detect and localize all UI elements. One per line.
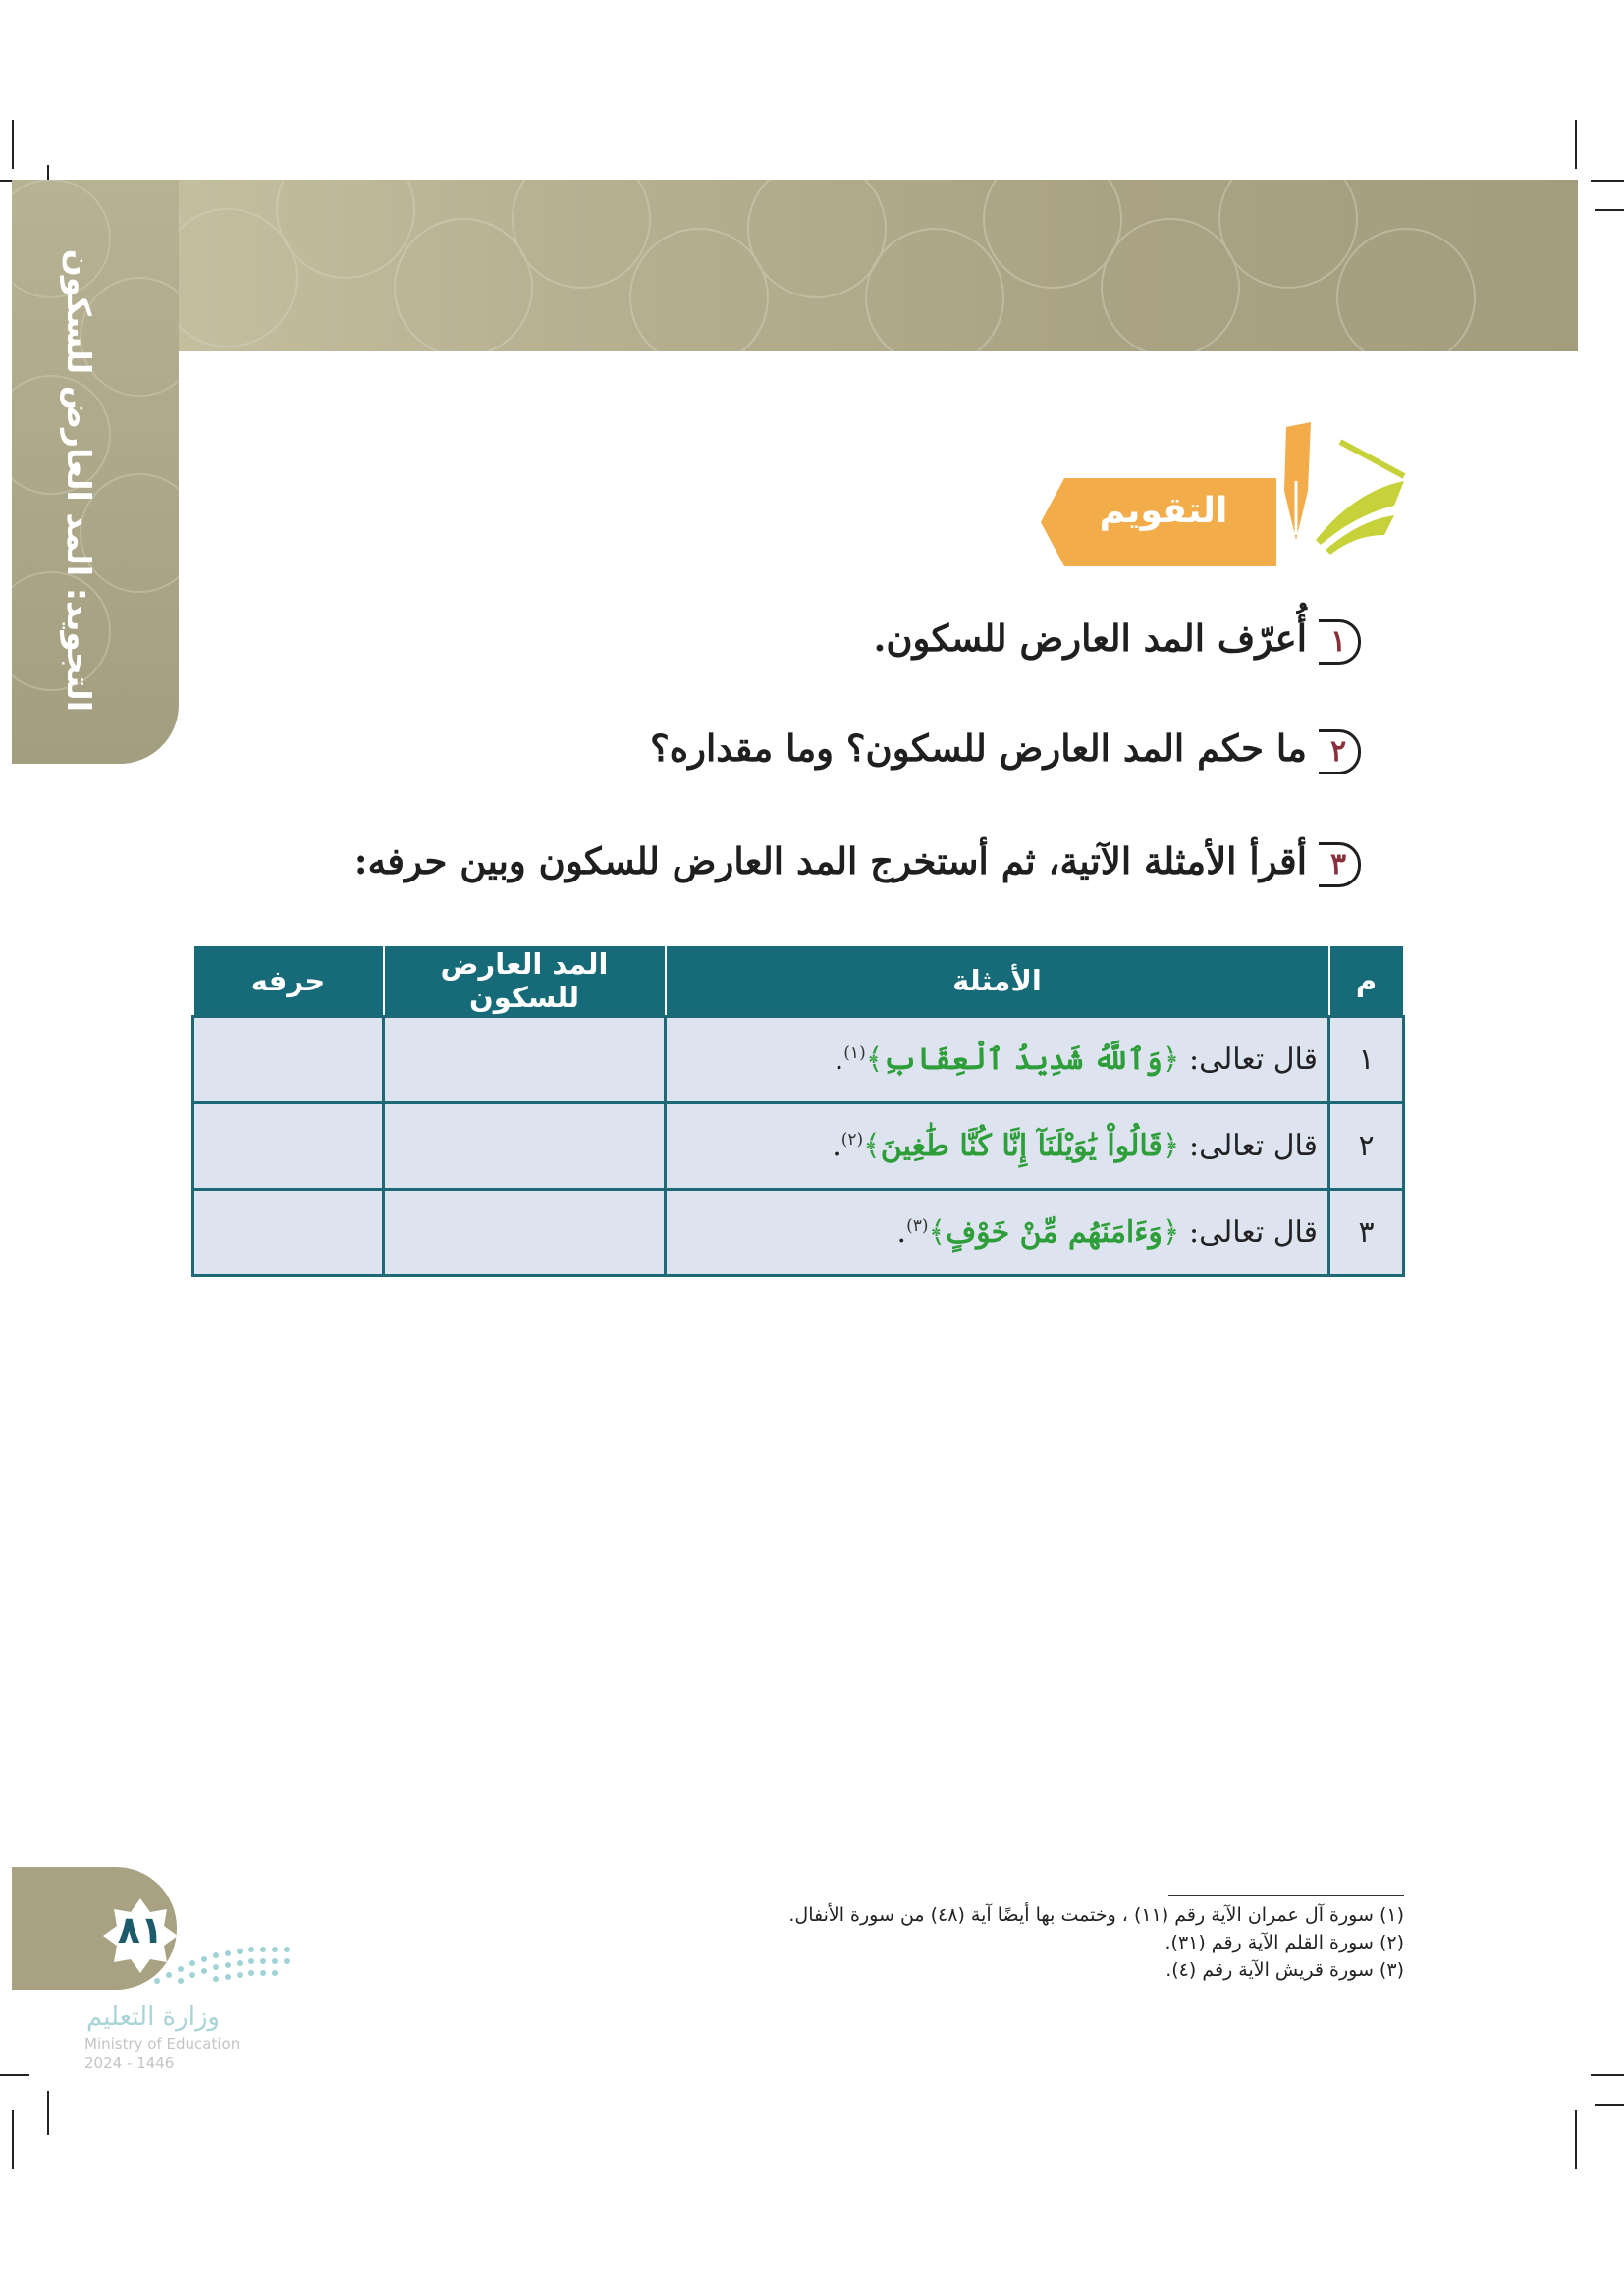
row-example: قال تعالى: ﴿قَالُواْ يَٰوَيْلَنَآ إِنَّا كُنَّا طَٰغِينَ﴾$^{(٢)}$. <box>666 1103 1329 1190</box>
question-text: ما حكم المد العارض للسكون؟ وما مقداره؟ <box>650 726 1307 770</box>
ayah-prefix: قال تعالى: <box>1188 1215 1318 1250</box>
header-examples: الأمثلة <box>666 945 1329 1017</box>
row-letter-answer[interactable] <box>193 1103 384 1190</box>
ornament-close-icon: ﴾ <box>863 1129 881 1163</box>
footnote-2: (٢) سورة القلم الآية رقم (٣١). <box>1164 1932 1404 1953</box>
row-num: ١ <box>1329 1017 1404 1103</box>
crop-mark <box>47 2091 49 2135</box>
row-letter-answer[interactable] <box>193 1017 384 1103</box>
table-header-row <box>193 945 1404 1017</box>
crop-mark <box>1591 2074 1624 2076</box>
question-number: ١ <box>1319 619 1361 665</box>
banner-pattern <box>12 180 1578 351</box>
crop-mark <box>12 2110 14 2169</box>
question-number: ٢ <box>1319 729 1361 774</box>
ministry-name-english: Ministry of Education <box>84 2035 241 2053</box>
ayah-text: وَٱللَّهُ شَدِيدُ ٱلْعِقَابِ <box>883 1042 1163 1077</box>
page-number: ٨١ <box>117 1908 164 1951</box>
ornament-close-icon: ﴾ <box>865 1042 884 1077</box>
table-row <box>193 1103 1404 1190</box>
crop-mark <box>1591 180 1624 182</box>
side-title <box>29 248 98 712</box>
question-3 <box>354 839 1361 887</box>
row-example: قال تعالى: ﴿وَٱللَّهُ شَدِيدُ ٱلْعِقَابِ﴾$^{(١)}$. <box>666 1017 1329 1103</box>
crop-mark <box>1595 209 1624 211</box>
header-banner <box>12 180 1578 351</box>
header-madd: المد العارض للسكون <box>384 945 666 1017</box>
row-madd-answer[interactable] <box>384 1190 666 1276</box>
footnote-1: (١) سورة آل عمران الآية رقم (١١) ، وختمت بها أيضًا آية (٤٨) من سورة الأنفال. <box>788 1904 1404 1926</box>
crop-mark <box>1595 2104 1624 2106</box>
ayah-text: قَالُواْ يَٰوَيْلَنَآ إِنَّا كُنَّا طَٰغِينَ <box>880 1129 1163 1163</box>
question-text: أُعرّف المد العارض للسكون. <box>873 616 1307 660</box>
ornament-open-icon: ﴿ <box>1162 1215 1180 1250</box>
evaluation-badge-label: التقويم <box>1099 491 1228 531</box>
examples-table <box>191 944 1405 1277</box>
footnote-3: (٣) سورة قريش الآية رقم (٤). <box>1165 1959 1404 1981</box>
footnote-ref: (٣) <box>906 1216 929 1236</box>
row-num: ٣ <box>1329 1190 1404 1276</box>
ayah-prefix: قال تعالى: <box>1188 1042 1318 1077</box>
crop-mark <box>1575 120 1577 169</box>
side-title-text: التجويد: المد العارض للسكون <box>60 248 98 712</box>
question-2 <box>650 726 1361 774</box>
ornament-open-icon: ﴿ <box>1162 1042 1180 1077</box>
ministry-year: 2024 - 1446 <box>84 2055 175 2072</box>
table-row <box>193 1017 1404 1103</box>
row-madd-answer[interactable] <box>384 1103 666 1190</box>
row-madd-answer[interactable] <box>384 1017 666 1103</box>
header-num: م <box>1329 945 1404 1017</box>
crop-mark <box>12 120 14 169</box>
ministry-logo-icon <box>147 1942 295 1991</box>
row-letter-answer[interactable] <box>193 1190 384 1276</box>
footnote-ref: (١) <box>843 1043 866 1063</box>
question-number: ٣ <box>1319 842 1361 887</box>
header-letter: حرفه <box>193 945 384 1017</box>
row-example: قال تعالى: ﴿وَءَامَنَهُم مِّنْ خَوْفٍ﴾$^{(٣)}$. <box>666 1190 1329 1276</box>
question-text: أقرأ الأمثلة الآتية، ثم أستخرج المد العارض للسكون وبين حرفه: <box>353 839 1307 882</box>
ayah-text: وَءَامَنَهُم مِّنْ خَوْفٍ <box>946 1215 1163 1250</box>
table-row <box>193 1190 1404 1276</box>
ornament-open-icon: ﴿ <box>1162 1129 1180 1163</box>
crop-mark <box>1575 2110 1577 2169</box>
row-num: ٢ <box>1329 1103 1404 1190</box>
footnote-ref: (٢) <box>840 1130 864 1149</box>
ministry-name-arabic: وزارة التعليم <box>86 2002 221 2032</box>
question-1 <box>873 616 1361 665</box>
crop-mark <box>0 2074 29 2076</box>
ornament-close-icon: ﴾ <box>928 1215 947 1250</box>
footnote-divider <box>1168 1895 1404 1896</box>
ayah-prefix: قال تعالى: <box>1188 1129 1318 1163</box>
